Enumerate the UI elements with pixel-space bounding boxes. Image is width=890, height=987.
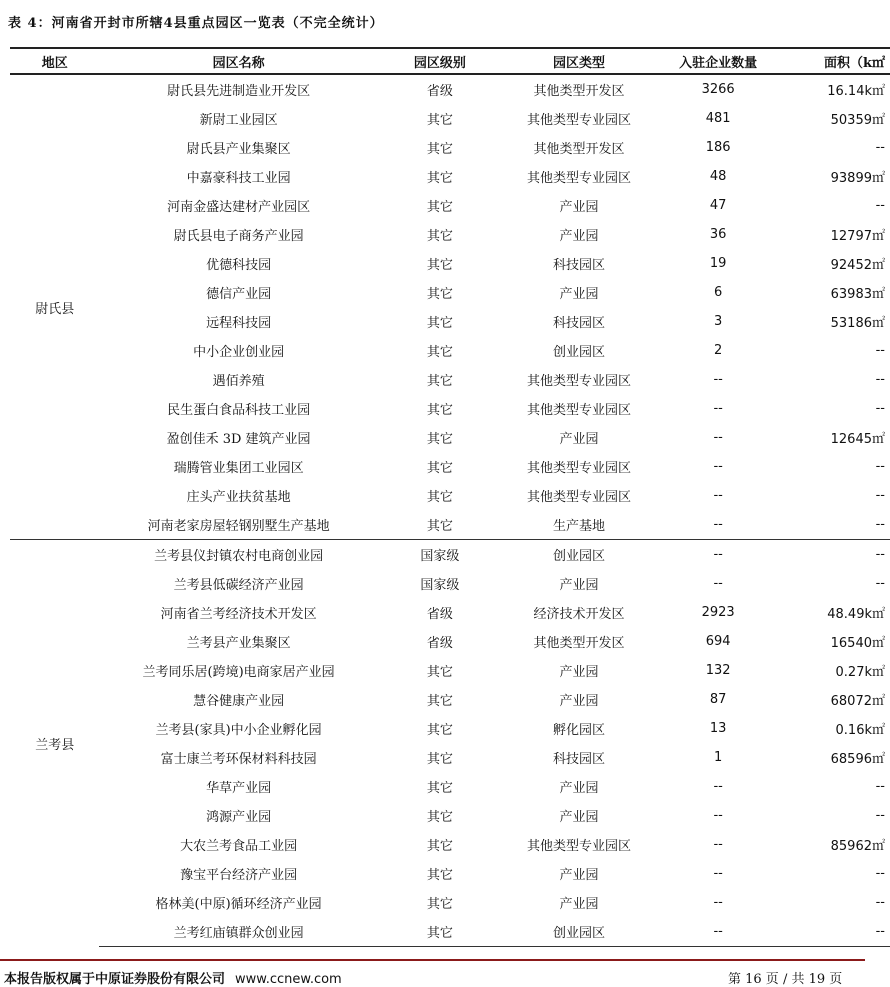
table-cell: 科技园区 — [552, 258, 605, 273]
table-cell: 产业园 — [559, 432, 599, 447]
table-row — [10, 104, 890, 133]
table-cell: 鸿源产业园 — [206, 810, 272, 825]
footer-url[interactable]: www.ccnew.com — [235, 972, 342, 987]
table-cell: 中小企业创业园 — [193, 345, 285, 360]
table-cell: 孵化园区 — [552, 723, 605, 738]
table-cell: 其他类型专业园区 — [526, 403, 631, 418]
table-cell: -- — [875, 459, 885, 474]
table-cell: 其他类型开发区 — [533, 636, 625, 651]
table-cell: 优德科技园 — [206, 258, 272, 273]
table-cell: 其它 — [426, 519, 453, 534]
table-cell: -- — [875, 372, 885, 387]
table-row — [10, 569, 890, 598]
table-cell: 其他类型专业园区 — [526, 171, 631, 186]
table-cell: 其他类型专业园区 — [526, 490, 631, 505]
table-cell: 12645㎡ — [830, 432, 885, 447]
table-cell: 其它 — [426, 839, 453, 854]
table-cell: 河南金盛达建材产业园区 — [167, 200, 311, 215]
table-cell: 186 — [705, 140, 731, 155]
table-cell: 694 — [705, 634, 731, 649]
table-cell: -- — [875, 866, 885, 881]
table-cell: 兰考同乐居(跨境)电商家居产业园 — [142, 665, 335, 680]
table-cell: 生产基地 — [552, 519, 605, 534]
table-cell: 其它 — [426, 113, 453, 128]
table-row — [10, 133, 890, 162]
table-cell: -- — [713, 837, 723, 852]
table-cell: 国家级 — [420, 578, 460, 593]
table-cell: 豫宝平台经济产业园 — [180, 868, 298, 883]
table-cell: 0.27k㎡ — [835, 665, 885, 680]
table-cell: 其他类型专业园区 — [526, 113, 631, 128]
table-cell: 兰考县(家具)中小企业孵化园 — [155, 723, 322, 738]
table-cell: 尉氏县产业集聚区 — [186, 142, 291, 157]
table-row — [10, 714, 890, 743]
table-row — [10, 627, 890, 656]
table-row — [10, 452, 890, 481]
table-cell: 92452㎡ — [830, 258, 885, 273]
table-cell: 其他类型开发区 — [533, 84, 625, 99]
table-cell: -- — [713, 517, 723, 532]
table-row — [10, 510, 890, 540]
table-cell: 其它 — [426, 258, 453, 273]
table-cell: 新尉工业园区 — [199, 113, 278, 128]
table-cell: 其他类型专业园区 — [526, 461, 631, 476]
table-row — [10, 162, 890, 191]
table-cell: -- — [875, 198, 885, 213]
table-row — [10, 830, 890, 859]
table-cell: 远程科技园 — [206, 316, 272, 331]
table-cell: 其他类型专业园区 — [526, 839, 631, 854]
table-row — [10, 307, 890, 336]
table-cell: -- — [875, 517, 885, 532]
table-row — [10, 888, 890, 917]
table-row — [10, 336, 890, 365]
table-cell: 省级 — [426, 84, 453, 99]
table-cell: 其它 — [426, 461, 453, 476]
table-cell: -- — [875, 140, 885, 155]
table-cell: 产业园 — [559, 694, 599, 709]
table-cell: 产业园 — [559, 897, 599, 912]
table-cell: 87 — [709, 692, 727, 707]
table-cell: 85962㎡ — [830, 839, 885, 854]
table-cell: -- — [875, 488, 885, 503]
column-header: 入驻企业数量 — [656, 48, 780, 74]
table-cell: 其它 — [426, 287, 453, 302]
table-cell: 2923 — [701, 605, 735, 620]
table-cell: -- — [875, 779, 885, 794]
table-row — [10, 917, 890, 947]
table-cell: 93899㎡ — [830, 171, 885, 186]
table-cell: 其它 — [426, 374, 453, 389]
table-cell: -- — [875, 576, 885, 591]
table-row — [10, 481, 890, 510]
column-header: 园区名称 — [99, 48, 377, 74]
table-cell: 国家级 — [378, 540, 502, 570]
table-cell: 其它 — [426, 142, 453, 157]
table-cell: 16.14k㎡ — [827, 84, 885, 99]
table-cell: 其它 — [426, 810, 453, 825]
table-cell: 53186㎡ — [830, 316, 885, 331]
table-cell: 3 — [714, 314, 723, 329]
table-cell: 创业园区 — [502, 917, 656, 947]
table-cell: 48 — [709, 169, 727, 184]
table-cell: 其它 — [426, 694, 453, 709]
page-number: 第 16 页 / 共 19 页 — [728, 972, 843, 987]
table-cell: 其它 — [426, 345, 453, 360]
table-row — [10, 772, 890, 801]
region-cell: 兰考县 — [10, 540, 99, 947]
copyright-text: 本报告版权属于中原证券股份有限公司 — [4, 972, 226, 987]
table-cell: 其它 — [426, 171, 453, 186]
table-cell: 创业园区 — [552, 345, 605, 360]
table-cell: -- — [713, 895, 723, 910]
table-cell: 民生蛋白食品科技工业园 — [167, 403, 311, 418]
table-cell: -- — [875, 343, 885, 358]
table-cell: 其它 — [426, 432, 453, 447]
table-cell: 48.49k㎡ — [827, 607, 885, 622]
table-row — [10, 249, 890, 278]
table-cell: 盈创佳禾 3D 建筑产业园 — [166, 432, 311, 447]
table-cell: 13 — [709, 721, 727, 736]
table-cell: 其它 — [426, 723, 453, 738]
table-cell: -- — [713, 866, 723, 881]
table-cell: 产业园 — [559, 229, 599, 244]
table-title: 表 4：河南省开封市所辖4县重点园区一览表（不完全统计） — [8, 16, 384, 31]
table-cell: 尉氏县先进制造业开发区 — [167, 84, 311, 99]
table-cell: 12797㎡ — [830, 229, 885, 244]
table-cell: 其他类型开发区 — [533, 142, 625, 157]
table-cell: -- — [713, 576, 723, 591]
table-cell: 36 — [709, 227, 727, 242]
table-row — [10, 859, 890, 888]
table-cell: 兰考县低碳经济产业园 — [173, 578, 304, 593]
table-cell: 兰考县产业集聚区 — [186, 636, 291, 651]
column-header: 园区类型 — [502, 48, 656, 74]
table-cell: 其它 — [426, 781, 453, 796]
region-cell: 尉氏县 — [35, 301, 75, 317]
table-cell: 遇佰养殖 — [212, 374, 265, 389]
table-cell: 其它 — [426, 490, 453, 505]
table-cell: 其它 — [426, 229, 453, 244]
table-cell: 其它 — [426, 868, 453, 883]
table-cell: 其它 — [426, 200, 453, 215]
table-cell: 132 — [705, 663, 731, 678]
table-cell: -- — [875, 808, 885, 823]
footer-divider — [0, 959, 865, 961]
table-cell: 产业园 — [559, 578, 599, 593]
table-cell: 经济技术开发区 — [533, 607, 625, 622]
table-cell: 科技园区 — [552, 316, 605, 331]
table-cell: -- — [875, 401, 885, 416]
table-cell: -- — [713, 459, 723, 474]
table-cell: 产业园 — [559, 200, 599, 215]
table-row — [10, 220, 890, 249]
table-cell: -- — [713, 808, 723, 823]
table-cell: 产业园 — [559, 287, 599, 302]
table-row — [10, 743, 890, 772]
table-cell: 68596㎡ — [830, 752, 885, 767]
table-row — [10, 74, 890, 104]
table-cell: -- — [656, 540, 780, 570]
table-cell: 1 — [714, 750, 723, 765]
table-cell: 富士康兰考环保材料科技园 — [160, 752, 317, 767]
column-header: 面积（k㎡ — [780, 48, 890, 74]
table-cell: 大农兰考食品工业园 — [180, 839, 298, 854]
table-cell: 47 — [709, 198, 727, 213]
table-row — [10, 365, 890, 394]
table-cell: 德信产业园 — [206, 287, 272, 302]
table-cell: 其它 — [378, 917, 502, 947]
table-cell: 庄头产业扶贫基地 — [186, 490, 291, 505]
table-cell: 68072㎡ — [830, 694, 885, 709]
table-cell: 63983㎡ — [830, 287, 885, 302]
table-cell: 创业园区 — [502, 540, 656, 570]
table-cell: 尉氏县电子商务产业园 — [173, 229, 304, 244]
table-cell: 50359㎡ — [830, 113, 885, 128]
table-cell: 其它 — [426, 403, 453, 418]
table-cell: -- — [713, 401, 723, 416]
footer-copyright — [4, 968, 342, 987]
table-row — [10, 598, 890, 627]
table-cell: 其它 — [426, 897, 453, 912]
table-cell: 16540㎡ — [830, 636, 885, 651]
table-cell: 其它 — [426, 316, 453, 331]
table-cell: 兰考红庙镇群众创业园 — [99, 917, 377, 947]
table-row — [10, 278, 890, 307]
table-cell: -- — [780, 540, 890, 570]
table-cell: -- — [656, 917, 780, 947]
table-row — [10, 191, 890, 220]
table-row — [10, 540, 890, 570]
table-cell: 兰考县仪封镇农村电商创业园 — [99, 540, 377, 570]
table-cell: 产业园 — [559, 665, 599, 680]
table-cell: 华草产业园 — [206, 781, 272, 796]
table-cell: 3266 — [701, 82, 735, 97]
table-cell: 河南老家房屋轻钢别墅生产基地 — [147, 519, 330, 534]
table-cell: 中嘉豪科技工业园 — [186, 171, 291, 186]
table-cell: 产业园 — [559, 781, 599, 796]
table-cell: 其它 — [426, 665, 453, 680]
table-cell: 其他类型专业园区 — [526, 374, 631, 389]
table-cell: 2 — [714, 343, 723, 358]
table-cell: 19 — [709, 256, 727, 271]
table-cell: 省级 — [426, 636, 453, 651]
table-cell: 产业园 — [559, 810, 599, 825]
table-cell: 0.16k㎡ — [835, 723, 885, 738]
table-cell: 481 — [705, 111, 731, 126]
table-cell: 6 — [714, 285, 723, 300]
table-cell: 格林美(中原)循环经济产业园 — [155, 897, 322, 912]
parks-table — [10, 47, 890, 947]
table-cell: 瑞腾管业集团工业园区 — [173, 461, 304, 476]
table-row — [10, 423, 890, 452]
table-row — [10, 685, 890, 714]
table-cell: 其它 — [426, 752, 453, 767]
table-cell: 省级 — [426, 607, 453, 622]
table-row — [10, 394, 890, 423]
table-cell: -- — [875, 895, 885, 910]
table-cell: 产业园 — [559, 868, 599, 883]
table-row — [10, 656, 890, 685]
table-cell: -- — [713, 779, 723, 794]
table-cell: -- — [780, 917, 890, 947]
table-cell: 河南省兰考经济技术开发区 — [160, 607, 317, 622]
table-cell: 科技园区 — [552, 752, 605, 767]
table-cell: -- — [713, 488, 723, 503]
column-header: 地区 — [10, 48, 99, 74]
column-header: 园区级别 — [378, 48, 502, 74]
table-cell: 慧谷健康产业园 — [193, 694, 285, 709]
table-cell: -- — [713, 430, 723, 445]
table-cell: -- — [713, 372, 723, 387]
table-row — [10, 801, 890, 830]
